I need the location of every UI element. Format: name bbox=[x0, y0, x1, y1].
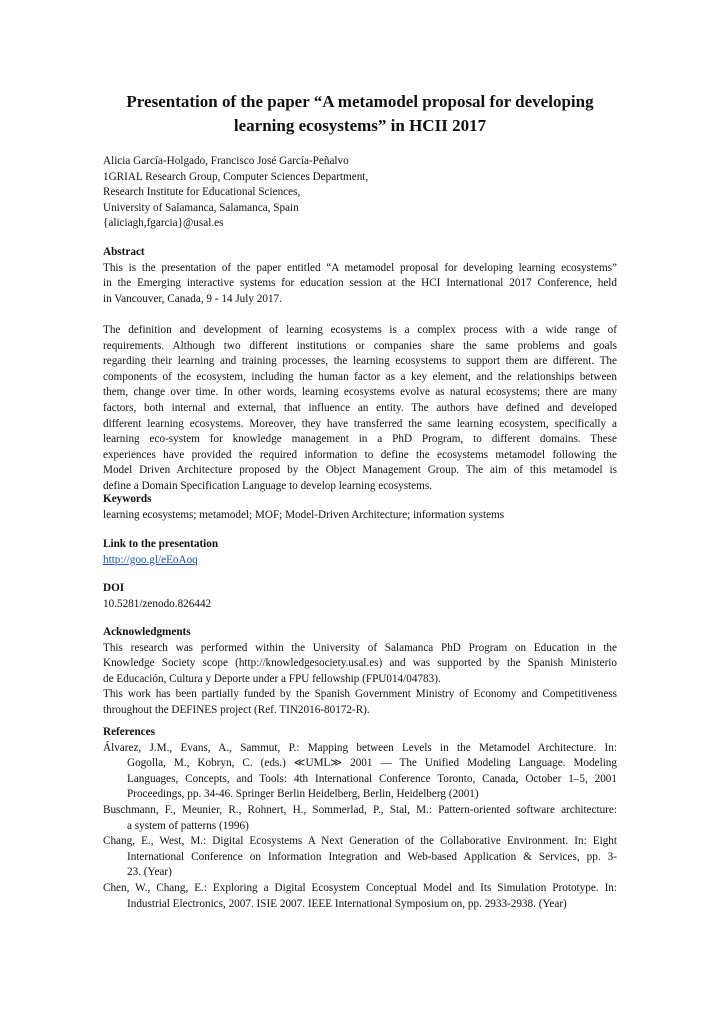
author-affiliation-institute: Research Institute for Educational Sciences, bbox=[103, 186, 301, 199]
doi-heading: DOI bbox=[103, 582, 125, 594]
reference-item bbox=[103, 803, 617, 834]
author-affiliation-university: University of Salamanca, Salamanca, Spain bbox=[103, 201, 299, 214]
abstract-heading: Abstract bbox=[103, 246, 145, 258]
keywords-heading: Keywords bbox=[103, 493, 152, 505]
author-names: Alicia García-Holgado, Francisco José García-Peñalvo bbox=[103, 155, 349, 167]
link-heading: Link to the presentation bbox=[103, 538, 219, 550]
author-email: {aliciagh,fgarcia}@usal.es bbox=[103, 217, 224, 230]
abstract-p1-line: in Vancouver, Canada, 9 - 14 July 2017. bbox=[103, 292, 282, 305]
title-line-2: learning ecosystems” in HCII 2017 bbox=[233, 116, 487, 135]
references-heading: References bbox=[103, 726, 155, 738]
abstract-section bbox=[103, 245, 617, 495]
paragraph-gap bbox=[103, 307, 617, 323]
acknowledgments-heading: Acknowledgments bbox=[103, 626, 191, 638]
author-affiliation-group: 1GRIAL Research Group, Computer Sciences Department, bbox=[103, 170, 369, 183]
abstract-p2-line: define a Domain Specification Language to develop learning ecosystems. bbox=[103, 479, 432, 492]
presentation-link[interactable]: http://goo.gl/eEoAoq bbox=[103, 553, 198, 566]
reference-line: Chen, W., Chang, E.: Exploring a Digital Ecosystem Conceptual Model and Its Simulation Prototype. In: bbox=[103, 881, 617, 894]
doi-section bbox=[103, 581, 617, 612]
abstract-p2-line: them, change over time. In other words, learning ecosystems evolve as natural ecosystems; there are many bbox=[103, 386, 617, 399]
acknowledgments-section bbox=[103, 625, 617, 719]
link-section bbox=[103, 537, 617, 568]
abstract-p1-line: This is the presentation of the paper entitled “A metamodel proposal for developing learning ecosystems” bbox=[103, 261, 617, 274]
author-block bbox=[103, 154, 617, 232]
abstract-p1-line: in the Emerging interactive systems for education session at the HCI International 2017 Conference, held bbox=[103, 277, 617, 290]
reference-line: Proceedings, pp. 34-46. Springer Berlin Heidelberg, Berlin, Heidelberg (2001) bbox=[127, 788, 479, 801]
reference-line: Buschmann, F., Meunier, R., Rohnert, H., Sommerlad, P., Stal, M.: Pattern-oriented software architecture: bbox=[103, 803, 617, 816]
keywords-text: learning ecosystems; metamodel; MOF; Model-Driven Architecture; information systems bbox=[103, 508, 505, 521]
acknowledgments-p1-line: This research was performed within the University of Salamanca PhD Program on Education in the bbox=[103, 641, 617, 654]
reference-line: International Conference on Information Integration and Web-based Application & Services, pp. 3- bbox=[127, 850, 617, 863]
acknowledgments-p1-line: de Educación, Cultura y Deporte under a FPU fellowship (FPU014/04783). bbox=[103, 672, 441, 685]
abstract-p2-line: different learning ecosystems. Moreover, they have transferred the same learning ecosystem, specifically a bbox=[103, 417, 617, 430]
reference-item bbox=[103, 741, 617, 803]
doi-value: 10.5281/zenodo.826442 bbox=[103, 597, 212, 610]
reference-item bbox=[103, 834, 617, 881]
paper-title bbox=[100, 90, 620, 138]
abstract-p2-line: regarding their learning and training processes, the learning ecosystems to support them are different. The bbox=[103, 355, 617, 368]
reference-line: Gogolla, M., Kobryn, C. (eds.) ≪UML≫ 2001 — The Unified Modeling Language. Modeling bbox=[127, 757, 617, 770]
abstract-p2-line: learning eco-system for knowledge management in a PhD Program, to different domains. These bbox=[103, 433, 617, 446]
acknowledgments-p2-line: throughout the DEFINES project (Ref. TIN2016-80172-R). bbox=[103, 703, 370, 716]
reference-line: Languages, Concepts, and Tools: 4th International Conference Toronto, Canada, October 1–5, 2001 bbox=[127, 772, 617, 785]
keywords-section bbox=[103, 492, 617, 523]
reference-line: a system of patterns (1996) bbox=[127, 819, 249, 832]
reference-item bbox=[103, 881, 617, 912]
abstract-p2-line: Model Driven Architecture proposed by the Object Management Group. The aim of this metamodel is bbox=[103, 464, 617, 477]
acknowledgments-p1-line: Knowledge Society scope (http://knowledgesociety.usal.es) and was supported by the Spanish Ministerio bbox=[103, 657, 617, 670]
references-section bbox=[103, 725, 617, 912]
title-line-1: Presentation of the paper “A metamodel proposal for developing bbox=[126, 92, 594, 111]
abstract-p2-line: components of the ecosystem, including the human factor as a key element, and the relationships between bbox=[103, 370, 617, 383]
abstract-p2-line: The definition and development of learning ecosystems is a complex process with a wide range of bbox=[103, 323, 617, 336]
abstract-p2-line: factors, both internal and external, that influence an entity. The authors have defined and developed bbox=[103, 401, 617, 414]
reference-line: Álvarez, J.M., Evans, A., Sammut, P.: Mapping between Levels in the Metamodel Architecture. In: bbox=[103, 741, 617, 754]
reference-line: 23. (Year) bbox=[127, 866, 172, 879]
abstract-p2-line: requirements. Although two different institutions or companies share the same problems and goals bbox=[103, 339, 617, 352]
acknowledgments-p2-line: This work has been partially funded by the Spanish Government Ministry of Economy and Competitiveness bbox=[103, 688, 617, 701]
reference-line: Industrial Electronics, 2007. ISIE 2007. IEEE International Symposium on, pp. 2933-2938. (Year) bbox=[127, 897, 567, 910]
abstract-p2-line: experiences have provided the required information to define the ecosystems metamodel following the bbox=[103, 448, 617, 461]
reference-line: Chang, E., West, M.: Digital Ecosystems A Next Generation of the Collaborative Environment. In: Eight bbox=[103, 835, 617, 848]
